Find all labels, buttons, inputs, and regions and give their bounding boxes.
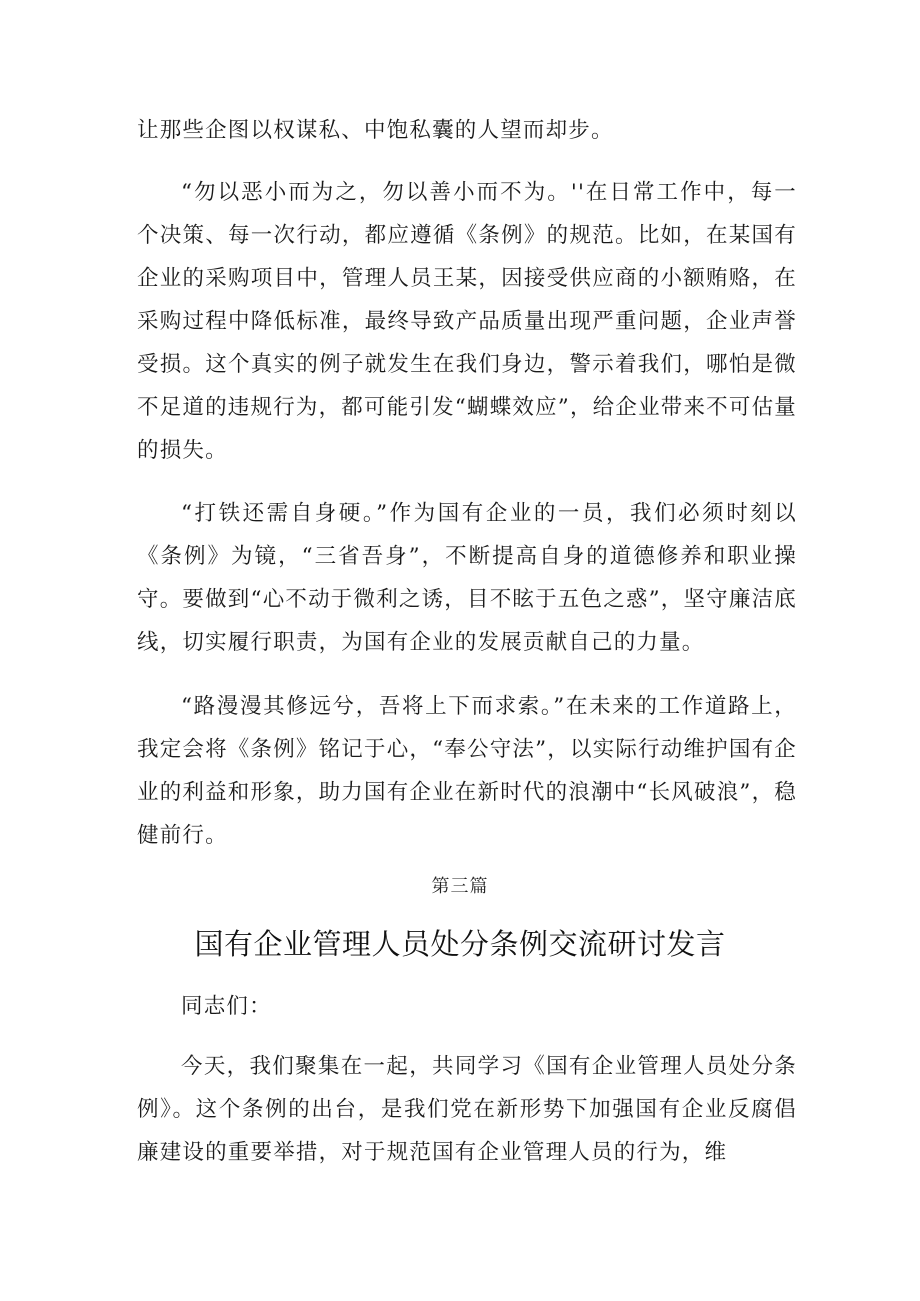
paragraph-future-path: “路漫漫其修远兮，吾将上下而求索。”在未来的工作道路上，我定会将《条例》铭记于心，“奉公守法”，以实际行动维护国有企业的利益和形象，助力国有企业在新时代的浪潮中“长风破浪”，稳健前行。 [137,694,797,848]
paragraph-self-discipline: “打铁还需自身硬。”作为国有企业的一员，我们必须时刻以《条例》为镜，“三省吾身”，不断提高自身的道德修养和职业操守。要做到“心不动于微利之诱，目不眩于五色之惑”，坚守廉洁底线，切实履行职责，为国有企业的发展贡献自己的力量。 [137,501,797,655]
paragraph-opening: 今天，我们聚集在一起，共同学习《国有企业管理人员处分条例》。这个条例的出台，是我们党在新形势下加强国有企业反腐倡廉建设的重要举措，对于规范国有企业管理人员的行为，维 [137,1054,797,1165]
paragraph-daily-work: “勿以恶小而为之，勿以善小而不为。''在日常工作中，每一个决策、每一次行动，都应遵循《条例》的规范。比如，在某国有企业的采购项目中，管理人员王某，因接受供应商的小额贿赂，在采购过程中降低标准，最终导致产品质量出现严重问题，企业声誉受损。这个真实的例子就发生在我们身边，警示着我们，哪怕是微不足道的违规行为，都可能引发“蝴蝶效应”，给企业带来不可估量的损失。 [137,180,797,463]
section-label: 第三篇 [431,876,489,897]
document-title: 国有企业管理人员处分条例交流研讨发言 [194,927,726,961]
paragraph-continuation: 让那些企图以权谋私、中饱私囊的人望而却步。 [137,118,614,143]
salutation: 同志们： [181,994,272,1019]
